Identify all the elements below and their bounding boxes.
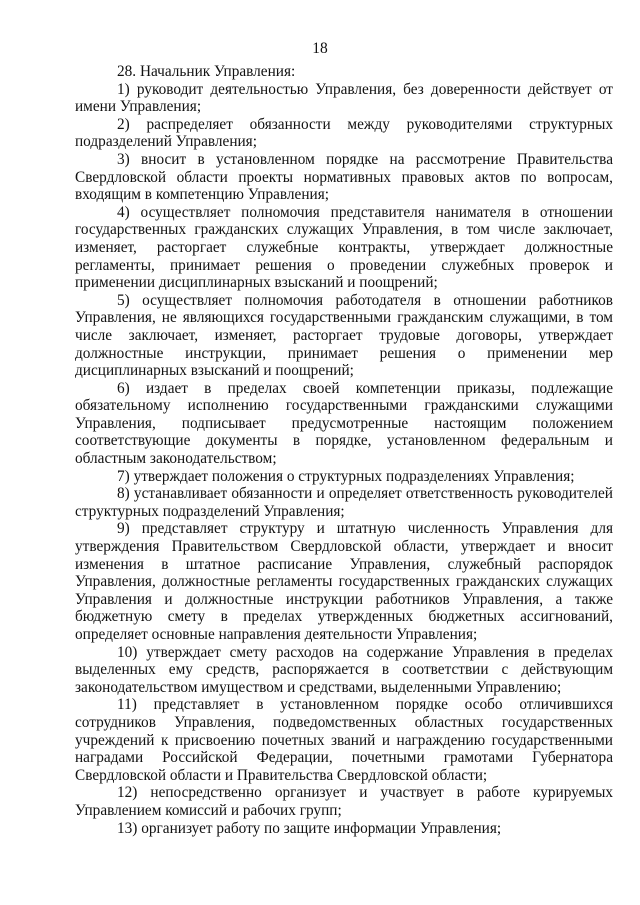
list-item: 11) представляет в установленном порядке особо отличившихся сотрудников Управления, подведомственных областных государственных учреждений к присвоению почетных званий и награждению государственными наградами Российской Федерации, почетными грамотами Губернатора Свердловской области и Правительства Свердловской области; — [75, 696, 613, 784]
list-item: 4) осуществляет полномочия представителя нанимателя в отношении государственных гражданских служащих Управления, в том числе заключает, изменяет, расторгает служебные контракты, утверждает должностные регламенты, принимает решения о проведении служебных проверок и применении дисциплинарных взысканий и поощрений; — [75, 203, 613, 292]
list-item: 7) утверждает положения о структурных подразделениях Управления; — [117, 467, 575, 485]
list-item: 9) представляет структуру и штатную численность Управления для утверждения Правительством Свердловской области, утверждает и вносит изменения в штатное расписание Управления, служебный распорядок Управления, должностные регламенты государственных гражданских служащих Управления и должностные инструкции работников Управления, а также бюджетную смету в пределах утвержденных бюджетных ассигнований, определяет основные направления деятельности Управления; — [75, 520, 613, 643]
list-item: 8) устанавливает обязанности и определяет ответственность руководителей структурных подразделений Управления; — [75, 485, 613, 520]
page-number: 18 — [312, 40, 328, 57]
document-body — [75, 63, 613, 837]
list-item: 13) организует работу по защите информации Управления; — [117, 819, 502, 837]
list-item: 5) осуществляет полномочия работодателя в отношении работников Управления, не являющихся государственными гражданским служащими, в том числе заключает, изменяет, расторгает трудовые договоры, утверждает должностные инструкции, принимает решения о применении мер дисциплинарных взысканий и поощрений; — [75, 291, 613, 380]
list-item: 3) вносит в установленном порядке на рассмотрение Правительства Свердловской области проекты нормативных правовых актов по вопросам, входящим в компетенцию Управления; — [75, 150, 613, 204]
list-item: 12) непосредственно организует и участвует в работе курируемых Управлением комиссий и рабочих групп; — [75, 784, 613, 819]
list-item: 1) руководит деятельностью Управления, без доверенности действует от имени Управления; — [75, 80, 613, 116]
list-item: 10) утверждает смету расходов на содержание Управления в пределах выделенных ему средств, распоряжается в соответствии с действующим законодательством имуществом и средствами, выделенными Управлению; — [75, 643, 613, 696]
list-item: 2) распределяет обязанности между руководителями структурных подразделений Управления; — [75, 115, 613, 151]
section-heading: 28. Начальник Управления: — [117, 63, 296, 80]
list-item: 6) издает в пределах своей компетенции приказы, подлежащие обязательному исполнению государственными гражданскими служащими Управления, подписывает предусмотренные настоящим положением соответствующие документы в порядке, установленном федеральным и областным законодательством; — [75, 379, 613, 468]
